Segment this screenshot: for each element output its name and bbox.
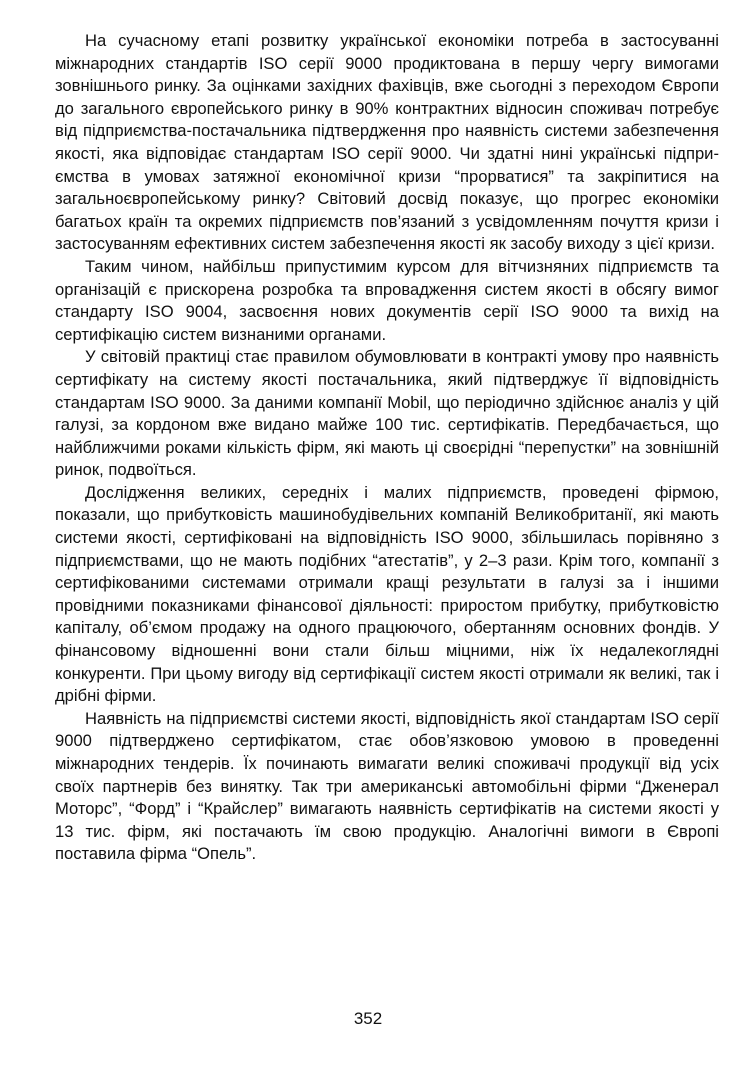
body-text: [55, 30, 719, 866]
page-number: 352: [353, 1009, 383, 1028]
paragraph-5: Наявність на підприємстві системи якості, відповідність якої стандартам ISO серії 9000 підтверджено сертифікатом, стає обов’язковою умовою в проведенні міжнародних тендерів. Їх починають вимагати великі споживачі продукції від усіх своїх партнерів без винятку. Так три американські автомобільні фірми “Дженерал Моторс”, “Форд” і “Крайслер” вимагають наявність сертифікатів на системи якості у 13 тис. фірм, які постачають їм свою продукцію. Аналогічні вимоги в Європі поставила фірма “Опель”.: [55, 708, 719, 864]
paragraph-1: На сучасному етапі розвитку української економіки потреба в застосуванні міжнародних стандартів ISO серії 9000 продиктована в першу чергу вимогами зовнішнього ринку. За оцінками західних фахівців, вже сьогодні з переходом Європи до загального європейського ринку в 90% контрактних відносин споживач потребує від підприємства-постачальника підтвердження про наявність системи забезпечення якості, яка відповідає стандартам ISO серії 9000. Чи здатні нині українські підприємства в умовах затяжної економічної кризи “прорватися” та закріпитися на загальноєвропейському ринку? Світовий досвід показує, що прогрес економіки багатьох країн та окремих підприємств пов’язаний з усвідомленням почуття кризи і застосуванням ефективних систем забезпечення якості як засобу виходу з цієї кризи.: [55, 31, 719, 254]
paragraph-3: У світовій практиці стає правилом обумовлювати в контракті умову про наявність сертифікату на систему якості постачальника, який підтверджує її відповідність стандартам ISO 9000. За даними компанії Mobil, що періодично здійснює аналіз у цій галузі, за кордоном вже видано майже 100 тис. сертифікатів. Передбачається, що найближчими роками кількість фірм, які мають ці своєрідні “перепустки” на зовнішній ринок, подвоїться.: [55, 347, 719, 480]
paragraph-2: Таким чином, найбільш припустимим курсом для вітчизняних підприємств та організацій є прискорена розробка та впровадження систем якості в обсягу вимог стандарту ISO 9004, засвоєння нових документів серії ISO 9000 та вихід на сертифікацію систем визнаними органами.: [55, 256, 719, 344]
paragraph-4: Дослідження великих, середніх і малих підприємств, проведені фірмою, показали, що прибутковість машинобудівельних компаній Великобританії, які мають системи якості, сертифіковані на відповідність ISO 9000, збільшилась порівняно з підприємствами, що не мають подібних “атестатів”, у 2–3 рази. Крім того, компанії з сертифікованими системами отримали кращі результати в галузі за і іншими провідними показниками фінансової діяльності: приростом прибутку, прибутковістю капіталу, об’ємом продажу на одного працюючого, обертанням основних фондів. У фінансовому відношенні вони стали більш міцними, ніж їх недалекоглядні конкуренти. При цьому вигоду від сертифікації систем якості отримали як великі, так і дрібні фірми.: [55, 482, 719, 706]
